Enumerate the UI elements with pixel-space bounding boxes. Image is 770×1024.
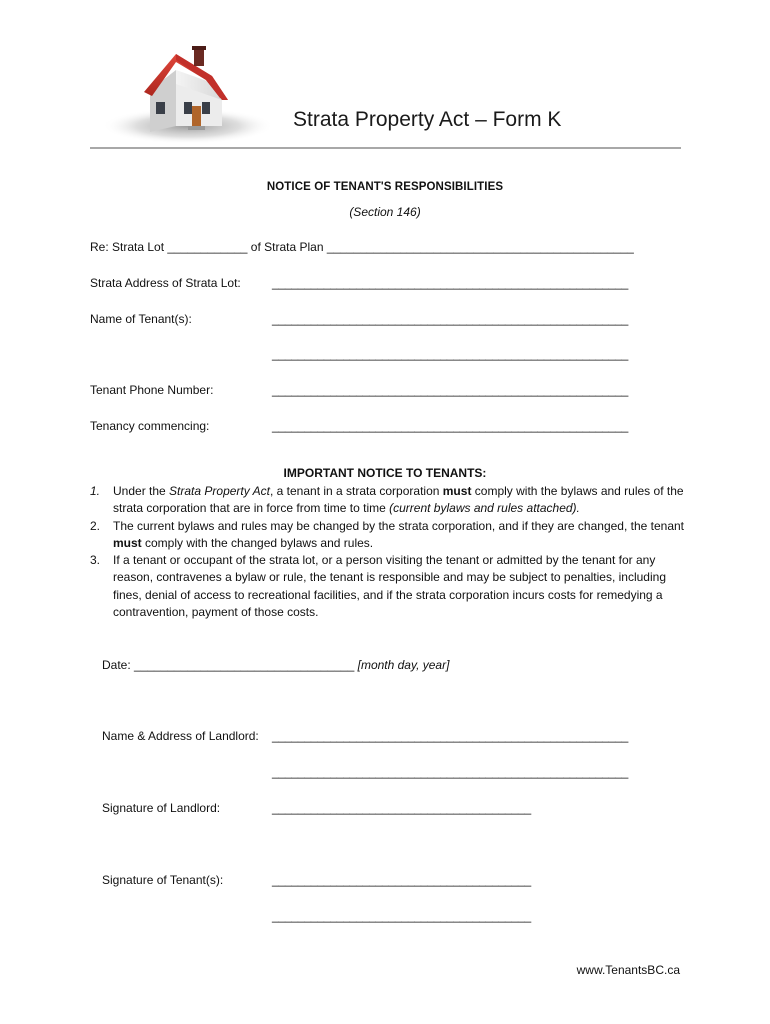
list-text: The current bylaws and rules may be changed by the strata corporation, and if they are changed, the tenant must comply with the changed bylaws and rules. bbox=[113, 518, 685, 550]
landlord-address-field[interactable]: _______________________________________________________ bbox=[272, 765, 629, 779]
footer-website: www.TenantsBC.ca bbox=[576, 963, 680, 977]
title-divider bbox=[90, 147, 681, 149]
date-field[interactable]: Date: _________________________________ [month day, year] bbox=[102, 658, 450, 672]
house-icon bbox=[96, 40, 272, 146]
tenant-phone-field[interactable]: _______________________________________________________ bbox=[272, 383, 629, 397]
list-number: 3. bbox=[90, 553, 101, 568]
list-item bbox=[90, 518, 685, 553]
important-notice-title: IMPORTANT NOTICE TO TENANTS: bbox=[283, 466, 487, 480]
list-item bbox=[90, 552, 685, 621]
tenant-signature-field-2[interactable]: ________________________________________ bbox=[272, 909, 531, 923]
notice-title: NOTICE OF TENANT'S RESPONSIBILITIES bbox=[266, 181, 504, 193]
landlord-name-field[interactable]: _______________________________________________________ bbox=[272, 729, 629, 743]
date-hint: [month day, year] bbox=[357, 658, 450, 672]
tenant-name-label: Name of Tenant(s): bbox=[90, 312, 192, 326]
tenancy-commencing-label: Tenancy commencing: bbox=[90, 419, 210, 433]
important-notice-list bbox=[90, 483, 685, 621]
list-text: If a tenant or occupant of the strata lot, or a person visiting the tenant or admitted by the tenant for any reason, contravenes a bylaw or rule, the tenant is responsible and may be subject to penalties, including fines, denial of access to recreational facilities, and if the strata corporation incurs costs for remedying a contravention, payment of those costs. bbox=[113, 553, 666, 620]
list-number: 1. bbox=[90, 484, 101, 498]
strata-address-field[interactable]: _______________________________________________________ bbox=[272, 276, 629, 290]
list-number: 2. bbox=[90, 518, 101, 533]
list-text: Under the Strata Property Act, a tenant in a strata corporation must comply with the bylaws and rules of the strata corporation that are in force from time to time (current bylaws and rules attached). bbox=[113, 484, 684, 516]
tenancy-commencing-field[interactable]: _______________________________________________________ bbox=[272, 419, 629, 433]
strata-lot-plan-field[interactable]: Re: Strata Lot ____________ of Strata Plan ______________________________________________ bbox=[90, 240, 634, 254]
page-title: Strata Property Act – Form K bbox=[293, 108, 562, 131]
tenant-phone-label: Tenant Phone Number: bbox=[90, 383, 214, 397]
tenant-signature-label: Signature of Tenant(s): bbox=[102, 873, 224, 887]
strata-address-label: Strata Address of Strata Lot: bbox=[90, 276, 241, 290]
section-reference: (Section 146) bbox=[349, 205, 421, 219]
landlord-signature-field[interactable]: ________________________________________ bbox=[272, 801, 531, 815]
list-item bbox=[90, 483, 685, 518]
tenant-name-field[interactable]: _______________________________________________________ bbox=[272, 312, 629, 326]
landlord-signature-label: Signature of Landlord: bbox=[102, 801, 221, 815]
landlord-name-label: Name & Address of Landlord: bbox=[102, 729, 259, 743]
tenant-name-field-2[interactable]: _______________________________________________________ bbox=[272, 347, 629, 361]
tenant-signature-field[interactable]: ________________________________________ bbox=[272, 873, 531, 887]
